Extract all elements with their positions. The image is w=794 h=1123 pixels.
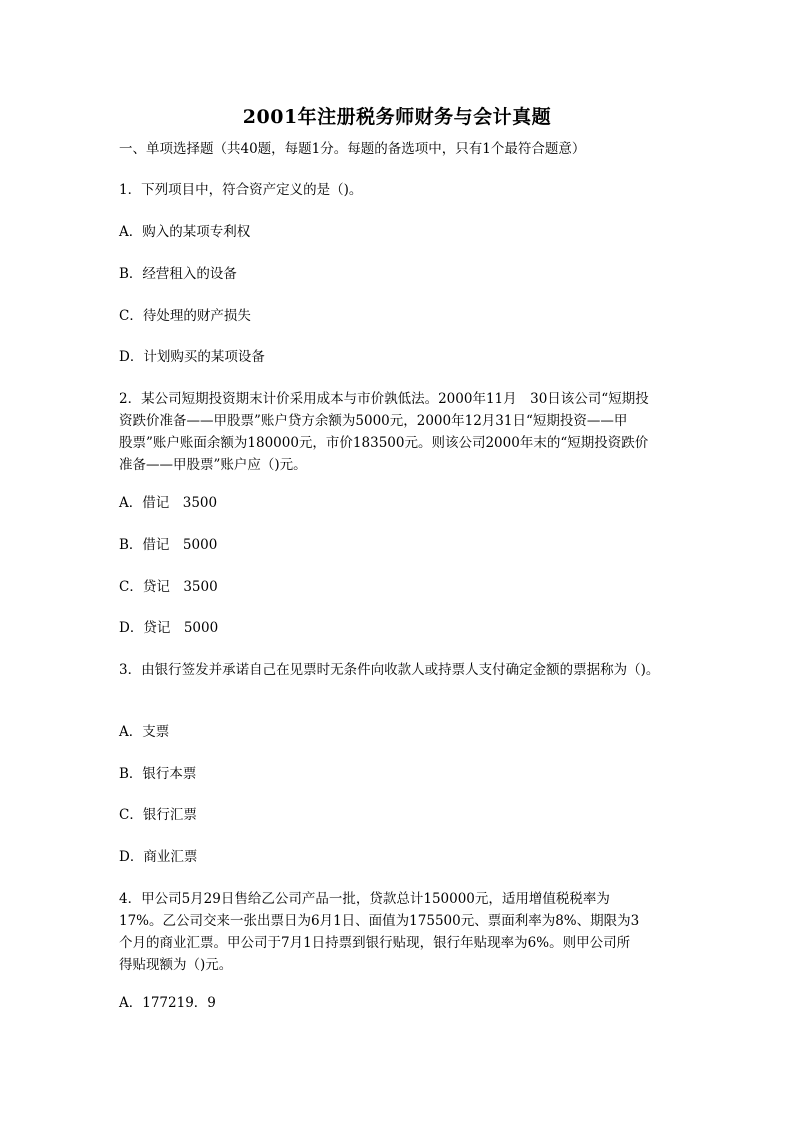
question-stem-line: 2．某公司短期投资期末计价采用成本与市价孰低法。2000年11月 30日该公司“短期投 [119,391,649,407]
question-option: D．商业汇票 [119,849,198,865]
question-stem-line: 4．甲公司5月29日售给乙公司产品一批，贷款总计150000元，适用增值税税率为 [119,891,610,907]
question-stem-line: 资跌价准备——甲股票”账户贷方余额为5000元，2000年12月31日“短期投资——甲 [119,413,628,429]
question-option: C．待处理的财产损失 [119,308,251,324]
question-option: A．支票 [119,724,170,740]
section-heading: 一、单项选择题（共40题，每题1分。每题的备选项中，只有1个最符合题意） [119,141,586,157]
question-option: B．借记 5000 [119,537,218,553]
question-stem: 3．由银行签发并承诺自己在见票时无条件向收款人或持票人支付确定金额的票据称为（)。 [119,662,660,678]
question-option: A．购入的某项专利权 [119,224,251,240]
question-option: B．经营租入的设备 [119,266,237,282]
question-option: D．计划购买的某项设备 [119,349,265,365]
question-option: A．177219．9 [119,995,216,1011]
question-option: B．银行本票 [119,766,197,782]
question-stem [119,388,689,476]
question-option: C．银行汇票 [119,807,197,823]
question-stem-line: 得贴现额为（)元。 [119,957,233,973]
question-stem-line: 股票”账户账面余额为180000元，市价183500元。则该公司2000年末的“短期投资跌价 [119,435,649,451]
question-stem-line: 准备——甲股票”账户应（)元。 [119,457,307,473]
question-stem: 1．下列项目中，符合资产定义的是（)。 [119,182,363,198]
question-stem-line: 17%。乙公司交来一张出票日为6月1日、面值为175500元、票面利率为8%、期限为3 [119,913,640,929]
question-stem-line: 个月的商业汇票。甲公司于7月1日持票到银行贴现，银行年贴现率为6%。则甲公司所 [119,935,631,951]
question-option: C．贷记 3500 [119,579,218,595]
question-option: A．借记 3500 [119,495,218,511]
page-title: 2001年注册税务师财务与会计真题 [242,106,552,128]
question-option: D．贷记 5000 [119,620,219,636]
question-stem [119,888,689,976]
